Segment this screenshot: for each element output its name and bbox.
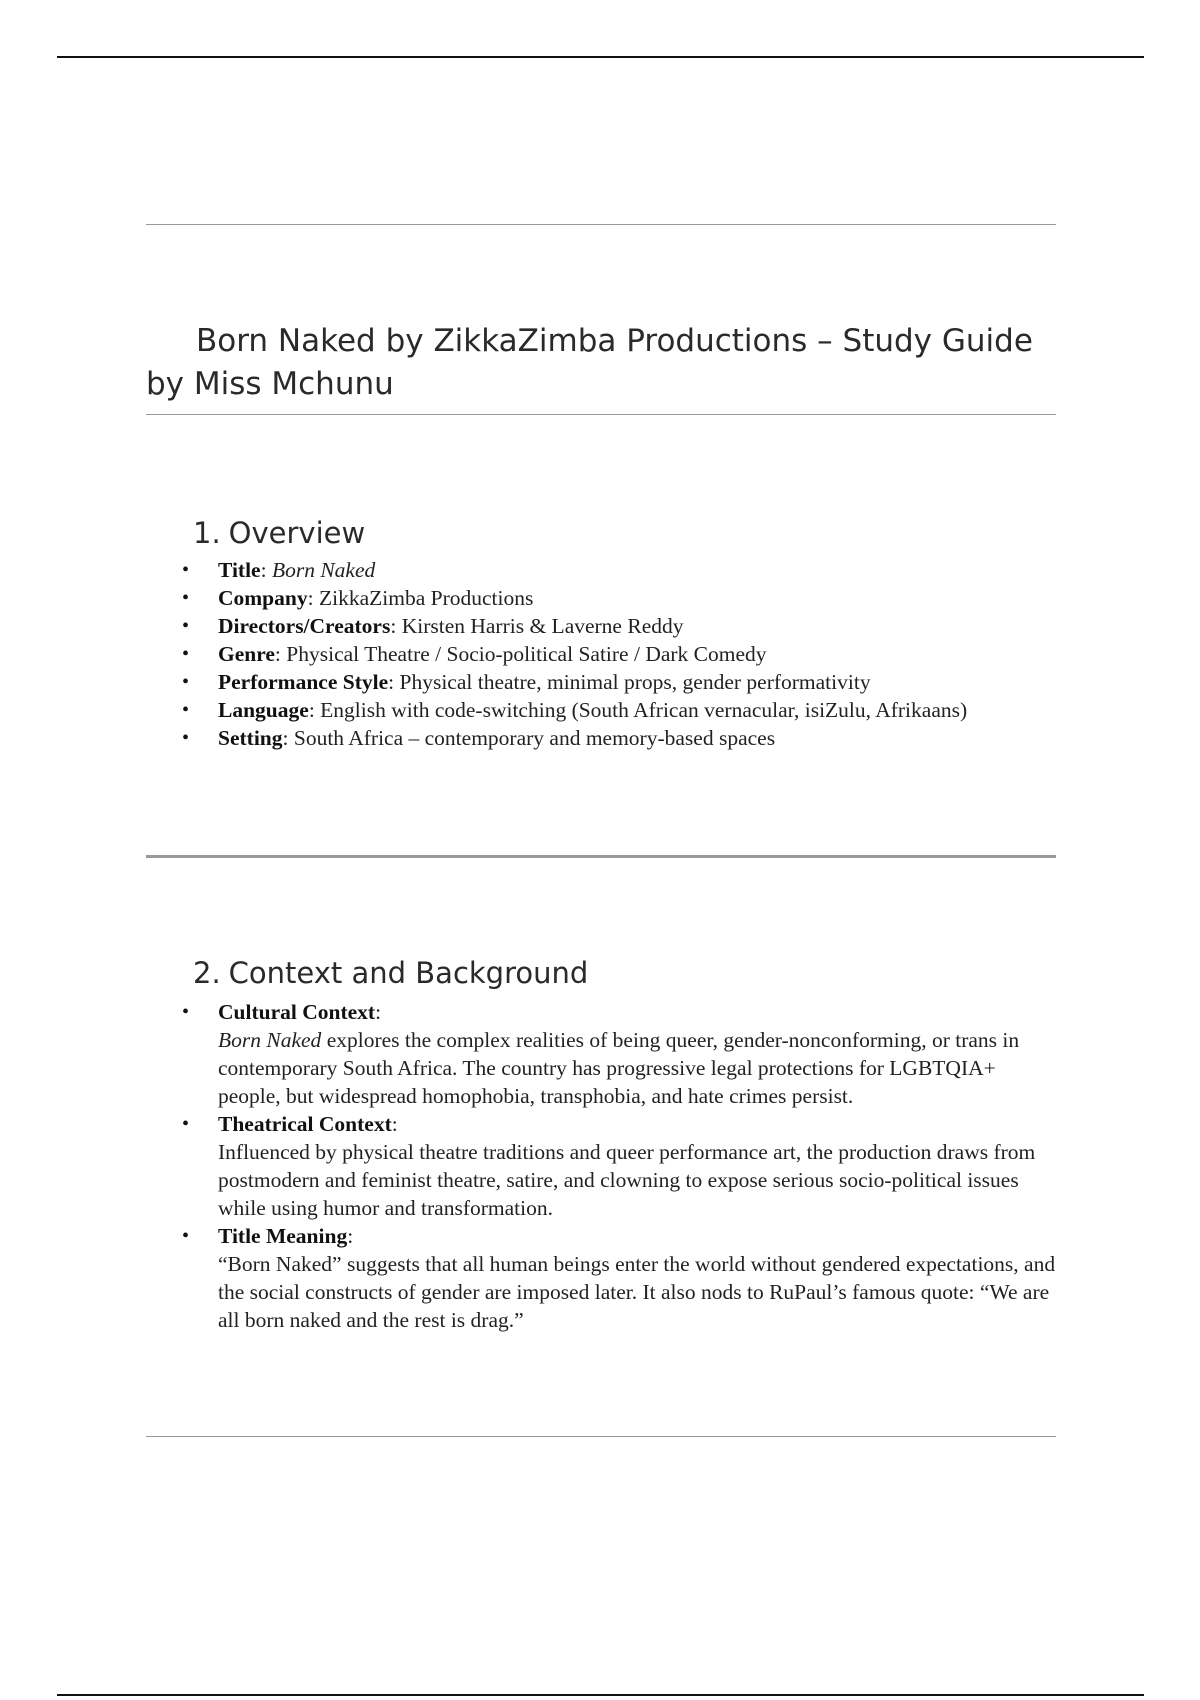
page-bottom-rule [57, 1694, 1144, 1696]
item-label: Title [218, 558, 261, 582]
divider-3 [146, 855, 1056, 858]
item-value: Kirsten Harris & Laverne Reddy [401, 614, 684, 638]
item-value: Physical Theatre / Socio-political Satire / Dark Comedy [286, 642, 767, 666]
list-item-title: • Title: Born Naked [182, 558, 376, 582]
item-label: Title Meaning [218, 1224, 348, 1248]
list-item-cultural-context: • Cultural Context: Born Naked explores the complex realities of being queer, gender-nonconforming, or trans in contemporary South Africa. The country has progressive legal protections for LGBTQIA+ people, but widespread homophobia, transphobia, and hate crimes persist. [218, 998, 1058, 1110]
list-item-title-meaning: • Title Meaning: “Born Naked” suggests that all human beings enter the world without gendered expectations, and the social constructs of gender are imposed later. It also nods to RuPaul’s famous quote: “We are all born naked and the rest is drag.” [218, 1222, 1058, 1334]
context-list [182, 998, 1058, 1334]
divider-2 [146, 414, 1056, 415]
section-heading-overview [193, 515, 365, 551]
list-item-company: • Company: ZikkaZimba Productions [182, 586, 534, 610]
bullet-icon: • [182, 615, 190, 637]
bullet-icon: • [182, 587, 190, 609]
list-item-theatrical-context: • Theatrical Context: Influenced by physical theatre traditions and queer performance art, the production draws from postmodern and feminist theatre, satire, and clowning to expose serious socio-political issues while using humor and transformation. [218, 1110, 1058, 1222]
item-label: Setting [218, 726, 283, 750]
document-title: Born Naked by ZikkaZimba Productions – Study Guide by Miss Mchunu [146, 323, 1033, 402]
section-number: 1. [193, 516, 221, 550]
bullet-icon: • [182, 727, 190, 749]
overview-list [182, 556, 1058, 752]
list-item-setting: • Setting: South Africa – contemporary and memory-based spaces [182, 726, 776, 750]
item-value: Born Naked [271, 558, 376, 582]
item-label: Performance Style [218, 670, 389, 694]
item-value: ZikkaZimba Productions [318, 586, 534, 610]
item-description [218, 1026, 1058, 1110]
item-text: explores the complex realities of being queer, gender-nonconforming, or trans in contemporary South Africa. The country has progressive legal protections for LGBTQIA+ people, but widespread homophobia, transphobia, and hate crimes persist. [218, 1028, 1020, 1108]
bullet-icon: • [182, 1001, 190, 1023]
section-heading-context [193, 955, 588, 991]
item-label: Company [218, 586, 308, 610]
item-label: Directors/Creators [218, 614, 391, 638]
bullet-icon: • [182, 643, 190, 665]
list-item-genre: • Genre: Physical Theatre / Socio-political Satire / Dark Comedy [182, 642, 767, 666]
item-description: “Born Naked” suggests that all human beings enter the world without gendered expectations, and the social constructs of gender are imposed later. It also nods to RuPaul’s famous quote: “We are all born naked and the rest is drag.” [218, 1252, 1056, 1332]
bullet-icon: • [182, 699, 190, 721]
bullet-icon: • [182, 1225, 190, 1247]
list-item-language: • Language: English with code-switching (South African vernacular, isiZulu, Afrikaans) [182, 698, 968, 722]
divider-4 [146, 1436, 1056, 1437]
list-item-performance-style: • Performance Style: Physical theatre, minimal props, gender performativity [182, 670, 871, 694]
item-value: Physical theatre, minimal props, gender performativity [399, 670, 871, 694]
section-title: Context and Background [228, 956, 589, 990]
page-top-rule [57, 56, 1144, 58]
section-number: 2. [193, 956, 221, 990]
bullet-icon: • [182, 1113, 190, 1135]
item-italic-lead: Born Naked [218, 1028, 322, 1052]
bullet-icon: • [182, 559, 190, 581]
list-item-directors: • Directors/Creators: Kirsten Harris & Laverne Reddy [182, 614, 684, 638]
item-value: South Africa – contemporary and memory-based spaces [293, 726, 776, 750]
item-label: Language [218, 698, 309, 722]
item-label: Theatrical Context [218, 1112, 392, 1136]
divider-1 [146, 224, 1056, 225]
item-label: Genre [218, 642, 275, 666]
bullet-icon: • [182, 671, 190, 693]
item-description: Influenced by physical theatre traditions and queer performance art, the production draws from postmodern and feminist theatre, satire, and clowning to expose serious socio-political issues while using humor and transformation. [218, 1140, 1036, 1220]
item-label: Cultural Context [218, 1000, 376, 1024]
item-value: English with code-switching (South African vernacular, isiZulu, Afrikaans) [320, 698, 968, 722]
section-title: Overview [228, 516, 366, 550]
